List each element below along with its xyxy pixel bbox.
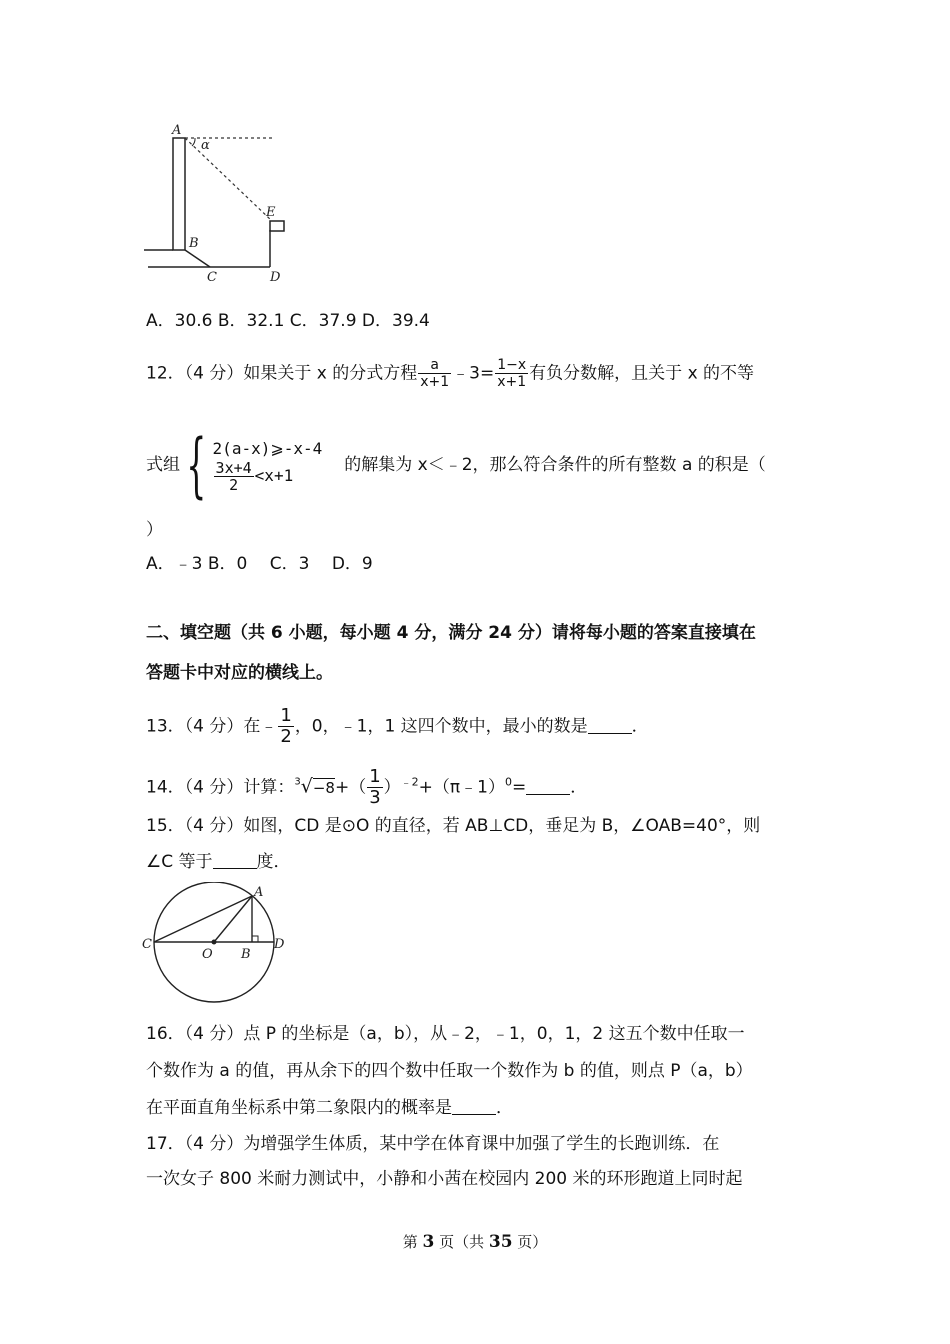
system-brace: { — [186, 424, 207, 506]
q14-frac — [367, 767, 382, 808]
q15-line2-suffix: 度． — [256, 852, 291, 872]
label-B: B — [189, 236, 199, 251]
footer-post: 页） — [512, 1233, 548, 1251]
q12-eq-mid: ﹣3= — [452, 363, 495, 384]
q17-line2: 一次女子 800 米耐力测试中，小静和小茜在校园内 200 米的环形跑道上同时起 — [146, 1169, 743, 1189]
q12-line2-suffix: 的解集为 x＜﹣2，那么符合条件的所有整数 a 的积是（ — [344, 455, 766, 475]
q12-frac2 — [495, 357, 528, 390]
radical-sign: √ — [300, 775, 313, 798]
label-D: D — [274, 937, 285, 952]
page-footer — [0, 1231, 950, 1252]
q12-frac1-num: a — [418, 357, 451, 374]
q13-prefix: 13．（4 分）在﹣ — [146, 716, 278, 737]
q12-line2 — [146, 424, 766, 506]
q17-line1: 17．（4 分）为增强学生体质，某中学在体育课中加强了学生的长跑训练．在 — [146, 1134, 720, 1154]
answer-blank[interactable] — [452, 1098, 496, 1115]
label-alpha: α — [201, 138, 210, 153]
label-A: A — [254, 885, 264, 900]
q12-line1 — [146, 357, 754, 390]
footer-pre: 第 — [402, 1233, 423, 1251]
circle-figure — [140, 882, 290, 1004]
q14-eq: = — [511, 777, 527, 798]
sys-rest: <x+1 — [254, 465, 294, 485]
tower-slope-figure — [140, 118, 290, 288]
label-C: C — [142, 937, 152, 952]
q14-end: ． — [570, 777, 588, 798]
q12-suffix: 有负分数解，且关于 x 的不等 — [529, 363, 755, 384]
sys-line1: 2(a-x)⩾-x-4 — [212, 438, 323, 458]
answer-blank[interactable] — [526, 778, 570, 795]
q16-line1: 16．（4 分）点 P 的坐标是（a，b），从﹣2，﹣1，0，1，2 这五个数中任取一 — [146, 1024, 745, 1044]
q15-line2-prefix: ∠C 等于 — [146, 852, 213, 872]
section2-heading-line2: 答题卡中对应的横线上。 — [146, 663, 333, 683]
answer-blank[interactable] — [213, 852, 257, 869]
q12-line3: ） — [146, 520, 163, 540]
q16-line2: 个数作为 a 的值，再从余下的四个数中任取一个数作为 b 的值，则点 P（a，b） — [146, 1061, 753, 1081]
q14-close: ） — [383, 777, 401, 798]
q14-plus: +（ — [334, 777, 367, 798]
q15-line1: 15．（4 分）如图，CD 是⊙O 的直径，若 AB⊥CD，垂足为 B，∠OAB=40°，则 — [146, 816, 761, 836]
q16-line3-suffix: ． — [496, 1098, 513, 1118]
label-C: C — [207, 270, 217, 285]
inequality-system — [213, 438, 323, 493]
q12-line2-prefix: 式组 — [146, 455, 180, 475]
footer-mid: 页（共 — [434, 1233, 489, 1251]
q13-frac-den: 2 — [280, 726, 292, 747]
q12-options: A．﹣3 B．0 C．3 D．9 — [146, 554, 373, 574]
q14-prefix: 14．（4 分）计算： — [146, 777, 295, 798]
root-index: 3 — [294, 776, 301, 788]
q16-line3-prefix: 在平面直角坐标系中第二象限内的概率是 — [146, 1098, 452, 1118]
label-A: A — [172, 123, 182, 138]
q13-frac — [278, 706, 293, 747]
label-E: E — [266, 205, 276, 220]
q13-suffix: ，0，﹣1，1 这四个数中，最小的数是 — [294, 716, 588, 737]
footer-page-number: 3 — [422, 1232, 435, 1252]
answer-blank[interactable] — [588, 717, 632, 734]
q13 — [146, 706, 649, 747]
sys-frac — [214, 460, 254, 493]
radicand: −8 — [312, 778, 335, 797]
label-D: D — [270, 270, 281, 285]
label-B: B — [241, 947, 251, 962]
tower-shape — [173, 138, 185, 250]
q14-frac-num: 1 — [369, 766, 381, 787]
sys-frac-num: 3x+4 — [215, 458, 252, 477]
q14-mid: +（π﹣1） — [418, 777, 505, 798]
q14-exp: ﹣2 — [400, 775, 419, 789]
q12-frac1 — [418, 357, 451, 390]
q14-exp2: 0 — [504, 775, 512, 789]
q11-options: A．30.6 B．32.1 C．37.9 D．39.4 — [146, 311, 430, 331]
label-O: O — [202, 947, 213, 962]
q15-line2 — [146, 851, 291, 873]
footer-total-pages: 35 — [488, 1232, 513, 1252]
q13-end: ． — [631, 716, 649, 737]
q13-frac-num: 1 — [280, 705, 292, 726]
q12-frac2-den: x+1 — [497, 374, 527, 390]
q12-frac1-den: x+1 — [420, 374, 450, 390]
q14 — [146, 767, 587, 808]
section2-heading-line1: 二、填空题（共 6 小题，每小题 4 分，满分 24 分）请将每小题的答案直接填在 — [146, 623, 756, 643]
q12-prefix: 12．（4 分）如果关于 x 的分式方程 — [146, 363, 418, 384]
sys-frac-den: 2 — [229, 475, 239, 494]
q16-line3 — [146, 1097, 513, 1119]
q12-frac2-num: 1−x — [497, 357, 527, 373]
q14-frac-den: 3 — [369, 787, 381, 808]
